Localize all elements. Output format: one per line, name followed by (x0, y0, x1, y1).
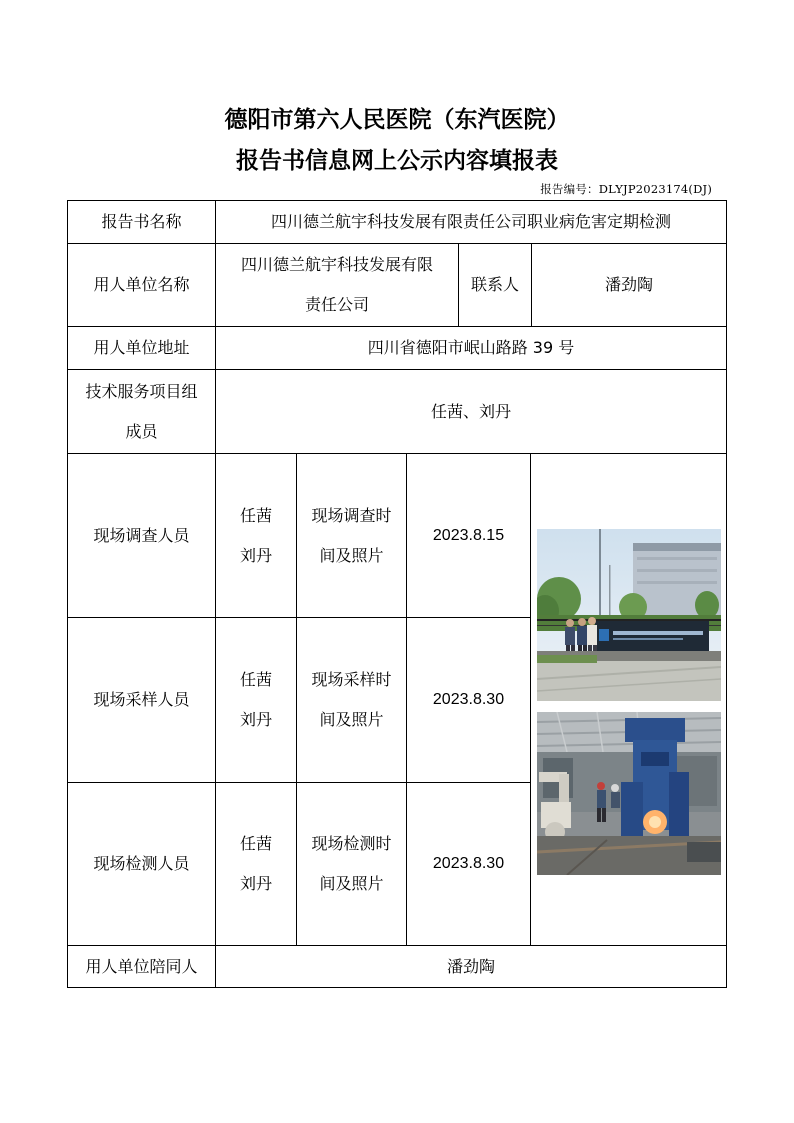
testing-date-cell (406, 782, 531, 946)
team-label-cell (67, 369, 216, 454)
employer-name-label-cell (67, 243, 216, 327)
companion-value-cell (215, 945, 727, 988)
survey-time-label-line1: 现场调查时 (311, 505, 392, 525)
contact-value: 潘劲陶 (604, 275, 653, 294)
employer-name-value-cell (215, 243, 459, 327)
report-name-label: 报告书名称 (101, 212, 182, 231)
sampling-person-2: 刘丹 (239, 710, 272, 729)
companion-label: 用人单位陪同人 (85, 956, 198, 976)
sampling-date-cell (406, 617, 531, 783)
employer-name-value-line2: 责任公司 (304, 295, 369, 314)
survey-date: 2023.8.15 (432, 526, 505, 544)
companion-label-cell (67, 945, 216, 988)
contact-label-cell (458, 243, 532, 327)
survey-role: 现场调查人员 (93, 525, 190, 545)
sampling-time-label-line1: 现场采样时 (311, 670, 392, 689)
sampling-role: 现场采样人员 (93, 690, 190, 709)
report-name-value-cell (215, 200, 727, 244)
testing-role: 现场检测人员 (93, 854, 190, 873)
testing-time-label-cell (296, 782, 407, 946)
report-number-label: 报告编号： (540, 182, 599, 196)
testing-person-2: 刘丹 (239, 874, 272, 893)
page-title: 德阳市第六人民医院（东汽医院） (224, 106, 570, 133)
testing-time-label-line1: 现场检测时 (311, 834, 392, 853)
team-value: 任茜、刘丹 (430, 401, 511, 421)
sampling-time-label-cell (296, 617, 407, 783)
site-workshop-photo (537, 712, 721, 875)
testing-persons-cell (215, 782, 297, 946)
survey-time-label-cell (296, 453, 407, 618)
testing-role-cell (67, 782, 216, 946)
site-survey-photo (537, 529, 721, 701)
testing-time-label-line2: 间及照片 (319, 874, 384, 893)
team-label-line1: 技术服务项目组 (85, 381, 198, 401)
address-label: 用人单位地址 (93, 338, 190, 357)
address-label-cell (67, 326, 216, 370)
survey-person-2: 刘丹 (239, 545, 272, 565)
report-number (540, 181, 712, 197)
address-value: 四川省德阳市岷山路路 39 号 (367, 338, 575, 357)
testing-person-1: 任茜 (239, 834, 272, 853)
survey-date-cell (406, 453, 531, 618)
team-value-cell (215, 369, 727, 454)
report-number-value: DLYJP2023174(DJ) (598, 182, 712, 196)
employer-name-label: 用人单位名称 (93, 275, 190, 294)
report-name-label-cell (67, 200, 216, 244)
contact-label: 联系人 (470, 275, 519, 294)
team-label-line2: 成员 (125, 421, 158, 441)
report-name-value: 四川德兰航宇科技发展有限责任公司职业病危害定期检测 (270, 212, 671, 231)
employer-name-value-line1: 四川德兰航宇科技发展有限 (240, 255, 433, 274)
sampling-date: 2023.8.30 (432, 691, 505, 708)
survey-persons-cell (215, 453, 297, 618)
site-workshop-image (537, 712, 721, 875)
address-value-cell (215, 326, 727, 370)
sampling-time-label-line2: 间及照片 (319, 710, 384, 729)
page-subtitle: 报告书信息网上公示内容填报表 (236, 147, 558, 174)
sampling-persons-cell (215, 617, 297, 783)
form-table (67, 200, 727, 988)
companion-value: 潘劲陶 (446, 956, 495, 976)
sampling-person-1: 任茜 (239, 670, 272, 689)
survey-time-label-line2: 间及照片 (319, 545, 384, 565)
testing-date: 2023.8.30 (432, 855, 505, 872)
survey-person-1: 任茜 (239, 505, 272, 525)
survey-role-cell (67, 453, 216, 618)
site-survey-image (537, 529, 721, 701)
sampling-role-cell (67, 617, 216, 783)
contact-value-cell (531, 243, 727, 327)
